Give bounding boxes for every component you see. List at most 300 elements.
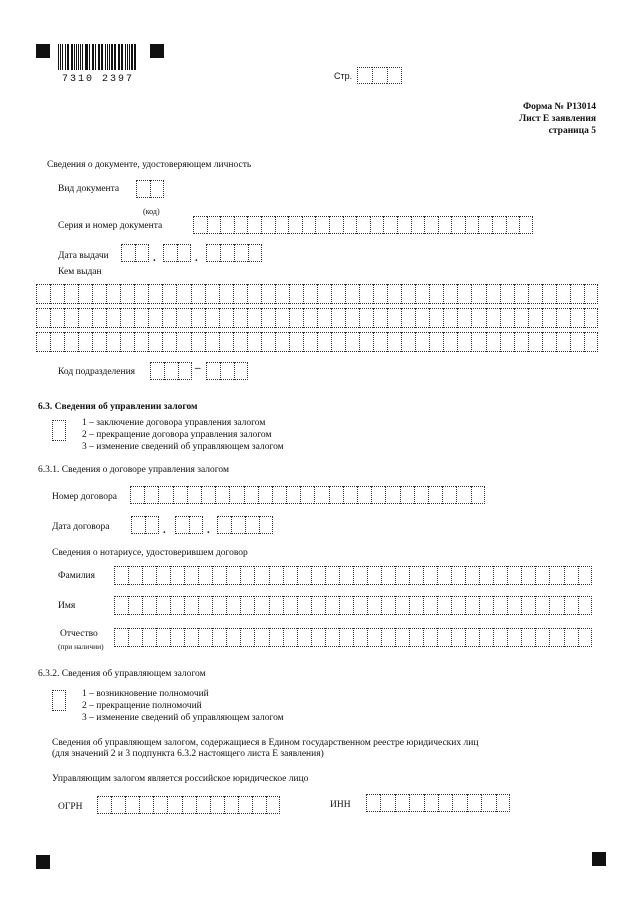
char-cell[interactable]	[193, 216, 207, 234]
char-cell[interactable]	[471, 308, 485, 328]
char-cell[interactable]	[269, 628, 283, 647]
char-cell[interactable]	[564, 596, 578, 615]
char-cell[interactable]	[492, 216, 506, 234]
char-cell[interactable]	[224, 796, 238, 814]
char-cell[interactable]	[367, 566, 381, 585]
char-cell[interactable]	[353, 566, 367, 585]
char-cell[interactable]	[226, 566, 240, 585]
char-cell[interactable]	[314, 486, 328, 504]
char-cell[interactable]	[148, 332, 162, 352]
char-cell[interactable]	[231, 516, 245, 534]
char-cell[interactable]	[409, 566, 423, 585]
char-cell[interactable]	[367, 628, 381, 647]
char-cell[interactable]	[170, 628, 184, 647]
char-cell[interactable]	[317, 308, 331, 328]
contract-month-cells[interactable]	[175, 516, 203, 534]
char-cell[interactable]	[506, 216, 520, 234]
char-cell[interactable]	[500, 308, 514, 328]
char-cell[interactable]	[240, 596, 254, 615]
char-cell[interactable]	[176, 332, 190, 352]
char-cell[interactable]	[528, 332, 542, 352]
char-cell[interactable]	[584, 308, 598, 328]
char-cell[interactable]	[465, 566, 479, 585]
char-cell[interactable]	[163, 244, 177, 262]
char-cell[interactable]	[247, 284, 261, 304]
char-cell[interactable]	[371, 486, 385, 504]
char-cell[interactable]	[451, 628, 465, 647]
char-cell[interactable]	[570, 308, 584, 328]
char-cell[interactable]	[191, 332, 205, 352]
char-cell[interactable]	[244, 486, 258, 504]
char-cell[interactable]	[423, 628, 437, 647]
char-cell[interactable]	[162, 308, 176, 328]
char-cell[interactable]	[78, 332, 92, 352]
char-cell[interactable]	[120, 284, 134, 304]
char-cell[interactable]	[234, 362, 248, 380]
char-cell[interactable]	[549, 566, 563, 585]
char-cell[interactable]	[311, 628, 325, 647]
char-cell[interactable]	[395, 628, 409, 647]
char-cell[interactable]	[240, 566, 254, 585]
char-cell[interactable]	[542, 332, 556, 352]
char-cell[interactable]	[424, 216, 438, 234]
char-cell[interactable]	[317, 332, 331, 352]
char-cell[interactable]	[120, 308, 134, 328]
char-cell[interactable]	[220, 244, 234, 262]
char-cell[interactable]	[247, 308, 261, 328]
char-cell[interactable]	[457, 308, 471, 328]
char-cell[interactable]	[542, 284, 556, 304]
char-cell[interactable]	[289, 308, 303, 328]
char-cell[interactable]	[478, 216, 492, 234]
char-cell[interactable]	[353, 628, 367, 647]
char-cell[interactable]	[156, 628, 170, 647]
char-cell[interactable]	[535, 566, 549, 585]
char-cell[interactable]	[387, 67, 402, 84]
char-cell[interactable]	[198, 596, 212, 615]
char-cell[interactable]	[564, 566, 578, 585]
char-cell[interactable]	[92, 332, 106, 352]
char-cell[interactable]	[395, 596, 409, 615]
section-6-3-choice-box[interactable]	[52, 420, 66, 441]
char-cell[interactable]	[212, 628, 226, 647]
char-cell[interactable]	[325, 628, 339, 647]
char-cell[interactable]	[210, 796, 224, 814]
char-cell[interactable]	[136, 180, 150, 198]
char-cell[interactable]	[437, 566, 451, 585]
char-cell[interactable]	[496, 794, 510, 812]
char-cell[interactable]	[521, 566, 535, 585]
char-cell[interactable]	[507, 596, 521, 615]
char-cell[interactable]	[233, 284, 247, 304]
char-cell[interactable]	[428, 486, 442, 504]
char-cell[interactable]	[286, 486, 300, 504]
char-cell[interactable]	[549, 628, 563, 647]
char-cell[interactable]	[36, 308, 50, 328]
char-cell[interactable]	[357, 486, 371, 504]
char-cell[interactable]	[521, 628, 535, 647]
contract-day-cells[interactable]	[131, 516, 159, 534]
char-cell[interactable]	[471, 332, 485, 352]
char-cell[interactable]	[219, 284, 233, 304]
inn-cells[interactable]	[366, 794, 510, 812]
char-cell[interactable]	[584, 284, 598, 304]
char-cell[interactable]	[128, 628, 142, 647]
char-cell[interactable]	[142, 566, 156, 585]
char-cell[interactable]	[205, 284, 219, 304]
char-cell[interactable]	[187, 486, 201, 504]
series-number-cells[interactable]	[193, 216, 533, 234]
issue-month-cells[interactable]	[163, 244, 191, 262]
char-cell[interactable]	[272, 486, 286, 504]
char-cell[interactable]	[303, 284, 317, 304]
char-cell[interactable]	[359, 332, 373, 352]
char-cell[interactable]	[385, 486, 399, 504]
char-cell[interactable]	[50, 308, 64, 328]
char-cell[interactable]	[283, 566, 297, 585]
char-cell[interactable]	[303, 308, 317, 328]
char-cell[interactable]	[297, 566, 311, 585]
char-cell[interactable]	[134, 284, 148, 304]
char-cell[interactable]	[234, 244, 248, 262]
char-cell[interactable]	[266, 796, 280, 814]
char-cell[interactable]	[64, 284, 78, 304]
char-cell[interactable]	[142, 596, 156, 615]
char-cell[interactable]	[443, 284, 457, 304]
char-cell[interactable]	[184, 596, 198, 615]
char-cell[interactable]	[303, 332, 317, 352]
char-cell[interactable]	[36, 284, 50, 304]
char-cell[interactable]	[135, 244, 149, 262]
char-cell[interactable]	[486, 284, 500, 304]
char-cell[interactable]	[570, 332, 584, 352]
char-cell[interactable]	[423, 596, 437, 615]
char-cell[interactable]	[275, 284, 289, 304]
char-cell[interactable]	[570, 284, 584, 304]
char-cell[interactable]	[535, 596, 549, 615]
char-cell[interactable]	[258, 486, 272, 504]
char-cell[interactable]	[125, 796, 139, 814]
char-cell[interactable]	[139, 796, 153, 814]
char-cell[interactable]	[479, 596, 493, 615]
char-cell[interactable]	[429, 308, 443, 328]
char-cell[interactable]	[395, 566, 409, 585]
char-cell[interactable]	[359, 284, 373, 304]
char-cell[interactable]	[339, 566, 353, 585]
char-cell[interactable]	[437, 596, 451, 615]
char-cell[interactable]	[467, 794, 481, 812]
char-cell[interactable]	[184, 628, 198, 647]
char-cell[interactable]	[300, 486, 314, 504]
char-cell[interactable]	[283, 628, 297, 647]
char-cell[interactable]	[64, 308, 78, 328]
char-cell[interactable]	[549, 596, 563, 615]
char-cell[interactable]	[50, 284, 64, 304]
char-cell[interactable]	[443, 308, 457, 328]
char-cell[interactable]	[514, 284, 528, 304]
char-cell[interactable]	[584, 332, 598, 352]
char-cell[interactable]	[261, 284, 275, 304]
char-cell[interactable]	[162, 332, 176, 352]
char-cell[interactable]	[297, 596, 311, 615]
name-cells[interactable]	[114, 596, 592, 615]
char-cell[interactable]	[387, 284, 401, 304]
char-cell[interactable]	[401, 284, 415, 304]
char-cell[interactable]	[514, 308, 528, 328]
char-cell[interactable]	[207, 216, 221, 234]
char-cell[interactable]	[191, 308, 205, 328]
char-cell[interactable]	[173, 486, 187, 504]
char-cell[interactable]	[500, 332, 514, 352]
char-cell[interactable]	[247, 332, 261, 352]
char-cell[interactable]	[479, 566, 493, 585]
char-cell[interactable]	[142, 628, 156, 647]
char-cell[interactable]	[130, 486, 144, 504]
char-cell[interactable]	[219, 308, 233, 328]
char-cell[interactable]	[457, 284, 471, 304]
char-cell[interactable]	[380, 794, 394, 812]
char-cell[interactable]	[156, 596, 170, 615]
char-cell[interactable]	[411, 216, 425, 234]
char-cell[interactable]	[36, 332, 50, 352]
char-cell[interactable]	[50, 332, 64, 352]
char-cell[interactable]	[78, 284, 92, 304]
char-cell[interactable]	[514, 332, 528, 352]
char-cell[interactable]	[500, 284, 514, 304]
page-number-cells[interactable]	[357, 67, 402, 84]
char-cell[interactable]	[331, 308, 345, 328]
doc-type-cells[interactable]	[136, 180, 164, 198]
char-cell[interactable]	[148, 284, 162, 304]
char-cell[interactable]	[245, 516, 259, 534]
issue-day-cells[interactable]	[121, 244, 149, 262]
char-cell[interactable]	[578, 566, 592, 585]
char-cell[interactable]	[311, 596, 325, 615]
char-cell[interactable]	[233, 332, 247, 352]
char-cell[interactable]	[345, 308, 359, 328]
char-cell[interactable]	[401, 308, 415, 328]
char-cell[interactable]	[145, 516, 159, 534]
char-cell[interactable]	[345, 332, 359, 352]
char-cell[interactable]	[325, 566, 339, 585]
char-cell[interactable]	[443, 332, 457, 352]
char-cell[interactable]	[356, 216, 370, 234]
char-cell[interactable]	[217, 516, 231, 534]
char-cell[interactable]	[400, 486, 414, 504]
char-cell[interactable]	[240, 628, 254, 647]
char-cell[interactable]	[343, 216, 357, 234]
char-cell[interactable]	[556, 308, 570, 328]
char-cell[interactable]	[465, 628, 479, 647]
char-cell[interactable]	[206, 362, 220, 380]
char-cell[interactable]	[150, 180, 164, 198]
char-cell[interactable]	[215, 486, 229, 504]
char-cell[interactable]	[220, 362, 234, 380]
char-cell[interactable]	[234, 216, 248, 234]
char-cell[interactable]	[353, 596, 367, 615]
char-cell[interactable]	[275, 332, 289, 352]
char-cell[interactable]	[128, 596, 142, 615]
char-cell[interactable]	[317, 284, 331, 304]
char-cell[interactable]	[359, 308, 373, 328]
char-cell[interactable]	[229, 486, 243, 504]
char-cell[interactable]	[164, 362, 178, 380]
char-cell[interactable]	[144, 486, 158, 504]
char-cell[interactable]	[170, 596, 184, 615]
char-cell[interactable]	[153, 796, 167, 814]
char-cell[interactable]	[289, 332, 303, 352]
char-cell[interactable]	[302, 216, 316, 234]
char-cell[interactable]	[254, 628, 268, 647]
issue-year-cells[interactable]	[206, 244, 262, 262]
char-cell[interactable]	[528, 308, 542, 328]
char-cell[interactable]	[578, 628, 592, 647]
dept-code-cells-2[interactable]	[206, 362, 248, 380]
contract-number-cells[interactable]	[130, 486, 485, 504]
char-cell[interactable]	[479, 628, 493, 647]
char-cell[interactable]	[397, 216, 411, 234]
char-cell[interactable]	[289, 284, 303, 304]
char-cell[interactable]	[261, 216, 275, 234]
contract-year-cells[interactable]	[217, 516, 273, 534]
char-cell[interactable]	[189, 516, 203, 534]
char-cell[interactable]	[486, 308, 500, 328]
char-cell[interactable]	[507, 566, 521, 585]
char-cell[interactable]	[131, 516, 145, 534]
char-cell[interactable]	[564, 628, 578, 647]
char-cell[interactable]	[106, 308, 120, 328]
char-cell[interactable]	[339, 596, 353, 615]
char-cell[interactable]	[261, 332, 275, 352]
char-cell[interactable]	[254, 596, 268, 615]
char-cell[interactable]	[148, 308, 162, 328]
char-cell[interactable]	[451, 596, 465, 615]
char-cell[interactable]	[387, 332, 401, 352]
char-cell[interactable]	[556, 332, 570, 352]
char-cell[interactable]	[409, 794, 423, 812]
char-cell[interactable]	[114, 596, 128, 615]
patronymic-cells[interactable]	[114, 628, 592, 647]
char-cell[interactable]	[212, 596, 226, 615]
char-cell[interactable]	[205, 308, 219, 328]
char-cell[interactable]	[486, 332, 500, 352]
char-cell[interactable]	[457, 332, 471, 352]
char-cell[interactable]	[465, 216, 479, 234]
char-cell[interactable]	[220, 216, 234, 234]
char-cell[interactable]	[198, 628, 212, 647]
char-cell[interactable]	[373, 308, 387, 328]
char-cell[interactable]	[128, 566, 142, 585]
char-cell[interactable]	[275, 216, 289, 234]
char-cell[interactable]	[528, 284, 542, 304]
char-cell[interactable]	[381, 566, 395, 585]
char-cell[interactable]	[395, 794, 409, 812]
char-cell[interactable]	[226, 628, 240, 647]
char-cell[interactable]	[367, 596, 381, 615]
char-cell[interactable]	[311, 566, 325, 585]
char-cell[interactable]	[191, 284, 205, 304]
char-cell[interactable]	[429, 284, 443, 304]
char-cell[interactable]	[206, 244, 220, 262]
char-cell[interactable]	[176, 284, 190, 304]
char-cell[interactable]	[452, 794, 466, 812]
char-cell[interactable]	[233, 308, 247, 328]
char-cell[interactable]	[415, 284, 429, 304]
char-cell[interactable]	[269, 566, 283, 585]
char-cell[interactable]	[269, 596, 283, 615]
char-cell[interactable]	[578, 596, 592, 615]
char-cell[interactable]	[381, 596, 395, 615]
char-cell[interactable]	[134, 332, 148, 352]
char-cell[interactable]	[493, 628, 507, 647]
char-cell[interactable]	[64, 332, 78, 352]
char-cell[interactable]	[451, 216, 465, 234]
char-cell[interactable]	[178, 362, 192, 380]
section-6-3-2-choice-box[interactable]	[52, 690, 66, 711]
char-cell[interactable]	[97, 796, 111, 814]
char-cell[interactable]	[106, 284, 120, 304]
char-cell[interactable]	[519, 216, 533, 234]
ogrn-cells[interactable]	[97, 796, 280, 814]
char-cell[interactable]	[373, 284, 387, 304]
char-cell[interactable]	[442, 486, 456, 504]
char-cell[interactable]	[120, 332, 134, 352]
char-cell[interactable]	[288, 216, 302, 234]
char-cell[interactable]	[409, 596, 423, 615]
char-cell[interactable]	[329, 216, 343, 234]
char-cell[interactable]	[556, 284, 570, 304]
char-cell[interactable]	[414, 486, 428, 504]
char-cell[interactable]	[370, 216, 384, 234]
char-cell[interactable]	[150, 362, 164, 380]
char-cell[interactable]	[409, 628, 423, 647]
issued-by-row-3[interactable]	[36, 332, 598, 352]
char-cell[interactable]	[331, 284, 345, 304]
char-cell[interactable]	[373, 332, 387, 352]
char-cell[interactable]	[415, 332, 429, 352]
char-cell[interactable]	[205, 332, 219, 352]
char-cell[interactable]	[493, 596, 507, 615]
char-cell[interactable]	[114, 628, 128, 647]
char-cell[interactable]	[481, 794, 495, 812]
char-cell[interactable]	[114, 566, 128, 585]
char-cell[interactable]	[372, 67, 387, 84]
char-cell[interactable]	[238, 796, 252, 814]
char-cell[interactable]	[254, 566, 268, 585]
char-cell[interactable]	[297, 628, 311, 647]
char-cell[interactable]	[331, 332, 345, 352]
char-cell[interactable]	[248, 244, 262, 262]
char-cell[interactable]	[226, 596, 240, 615]
char-cell[interactable]	[401, 332, 415, 352]
char-cell[interactable]	[134, 308, 148, 328]
char-cell[interactable]	[438, 216, 452, 234]
char-cell[interactable]	[162, 284, 176, 304]
char-cell[interactable]	[493, 566, 507, 585]
char-cell[interactable]	[315, 216, 329, 234]
char-cell[interactable]	[78, 308, 92, 328]
char-cell[interactable]	[329, 486, 343, 504]
char-cell[interactable]	[471, 284, 485, 304]
char-cell[interactable]	[437, 628, 451, 647]
char-cell[interactable]	[198, 566, 212, 585]
char-cell[interactable]	[429, 332, 443, 352]
dept-code-cells-1[interactable]	[150, 362, 192, 380]
char-cell[interactable]	[252, 796, 266, 814]
char-cell[interactable]	[424, 794, 438, 812]
char-cell[interactable]	[177, 244, 191, 262]
char-cell[interactable]	[343, 486, 357, 504]
